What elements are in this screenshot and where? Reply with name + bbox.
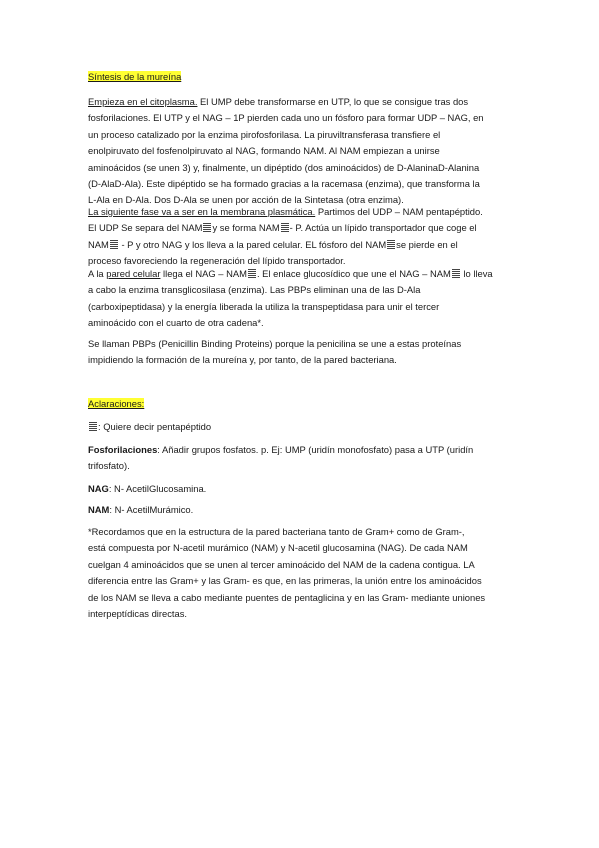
paragraph-membrana <box>88 204 528 270</box>
p3-line1c: lo lleva <box>460 268 493 279</box>
clarification-pentapeptide <box>88 419 528 435</box>
p2-line3c: se pierde en el <box>396 238 458 250</box>
c2-term: Fosforilaciones <box>88 444 158 455</box>
p1-line6: (D-AlaD-Ala). Este dipéptido se ha formado gracias a la racemasa (enzima), que transforma la <box>88 178 480 190</box>
c4-def: : N- AcetilMurámico. <box>109 504 194 515</box>
c4-term: NAM <box>88 504 110 515</box>
c5-line2: está compuesta por N-acetil murámico (NAM) y N-acetil glucosamina (NAG). De cada NAM <box>88 542 468 554</box>
pentapeptide-icon <box>281 223 289 232</box>
clarifications-title <box>88 396 528 412</box>
c3-term: NAG <box>88 483 109 494</box>
clarifications-title-text: Aclaraciones: <box>88 398 145 409</box>
section-title <box>88 69 528 85</box>
p1-line7: L-Ala en D-Ala. Dos D-Ala se unen por acción de la Sintetasa (otra enzima). <box>88 194 404 206</box>
c5-line3: cuelgan 4 aminoácidos que se unen al tercer aminoácido del NAM de la cadena contigua. LA <box>88 558 475 570</box>
paragraph-pbps <box>88 336 528 369</box>
c2-line1: : Añadir grupos fosfatos. p. Ej: UMP (uridín monofosfato) pasa a UTP (uridín <box>157 444 474 455</box>
pentapeptide-icon <box>452 269 460 278</box>
p4-line2: impidiendo la formación de la mureína y, por tanto, de la pared bacteriana. <box>88 354 397 366</box>
paragraph-citoplasma <box>88 94 528 209</box>
p2-line1: Partimos del UDP – NAM pentapéptido. <box>315 206 483 217</box>
clarification-nag <box>88 481 528 497</box>
pentapeptide-icon <box>248 269 256 278</box>
p2-line3b: - P y otro NAG y los lleva a la pared celular. EL fósforo del NAM <box>118 238 387 250</box>
p1-line1: El UMP debe transformarse en UTP, lo que se consigue tras dos <box>197 96 469 107</box>
p3-line3: (carboxipeptidasa) y la energía liberada la utiliza la transpeptidasa para unir el tercer <box>88 300 440 312</box>
p1-line5: aminoácidos (se unen 3) y, finalmente, un dipéptido (dos aminoácidos) de D-AlaninaD-Alanina <box>88 161 480 173</box>
p2-line2c: - P. Actúa un lípido transportador que coge el <box>289 222 477 234</box>
clarification-fosforilaciones <box>88 442 528 475</box>
p3-line1b: . El enlace glucosídico que une el NAG – NAM <box>256 268 451 279</box>
c5-line4: diferencia entre las Gram+ y las Gram- es que, en las primeras, la unión entre los aminoácidos <box>88 575 482 587</box>
p2-line4: proceso favoreciendo la regeneración del lípido transportador. <box>88 255 346 267</box>
p1-line3: un proceso catalizado por la enzima pirofosforilasa. La piruviltransferasa transfiere el <box>88 128 441 140</box>
clarification-recordamos <box>88 524 528 622</box>
p2-line2b: y se forma NAM <box>212 222 280 234</box>
p2-line2a: El UDP Se separa del NAM <box>88 222 203 234</box>
p2-line3a: NAM <box>88 238 109 250</box>
p3-line2: a cabo la enzima transglicosilasa (enzima). Las PBPs eliminan una de las D-Ala <box>88 284 421 296</box>
c1-text: : Quiere decir pentapéptido <box>98 421 212 432</box>
section-title-text: Síntesis de la mureína <box>88 71 182 82</box>
pentapeptide-icon <box>203 223 211 232</box>
c5-line1: *Recordamos que en la estructura de la pared bacteriana tanto de Gram+ como de Gram-, <box>88 526 465 537</box>
paragraph-pared <box>88 266 528 332</box>
pentapeptide-icon <box>387 240 395 249</box>
clarification-nam <box>88 502 528 518</box>
p3-lead: pared celular <box>106 268 161 279</box>
p3-pre: A la <box>88 268 107 279</box>
pentapeptide-icon <box>110 240 118 249</box>
c2-line2: trifosfato). <box>88 460 130 472</box>
p3-line1a: llega el NAG – NAM <box>160 268 247 279</box>
p2-lead: La siguiente fase va a ser en la membrana plasmática. <box>88 206 316 217</box>
p3-line4: aminoácido con el cuarto de otra cadena*. <box>88 317 264 329</box>
p1-lead: Empieza en el citoplasma. <box>88 96 198 107</box>
c5-line6: interpeptídicas directas. <box>88 608 188 620</box>
p1-line2: fosforilaciones. El UTP y el NAG – 1P pierden cada uno un fósforo para formar UDP – NAG, en <box>88 112 484 124</box>
p1-line4: enolpiruvato del fosfenolpiruvato al NAG, formando NAM. Al NAM empiezan a unirse <box>88 145 440 157</box>
c5-line5: de los NAM se lleva a cabo mediante puentes de pentaglicina y en las Gram- mediante uniones <box>88 591 486 603</box>
p4-line1: Se llaman PBPs (Penicillin Binding Proteins) porque la penicilina se une a estas proteínas <box>88 338 462 349</box>
pentapeptide-icon <box>89 422 97 431</box>
c3-def: : N- AcetilGlucosamina. <box>108 483 207 494</box>
